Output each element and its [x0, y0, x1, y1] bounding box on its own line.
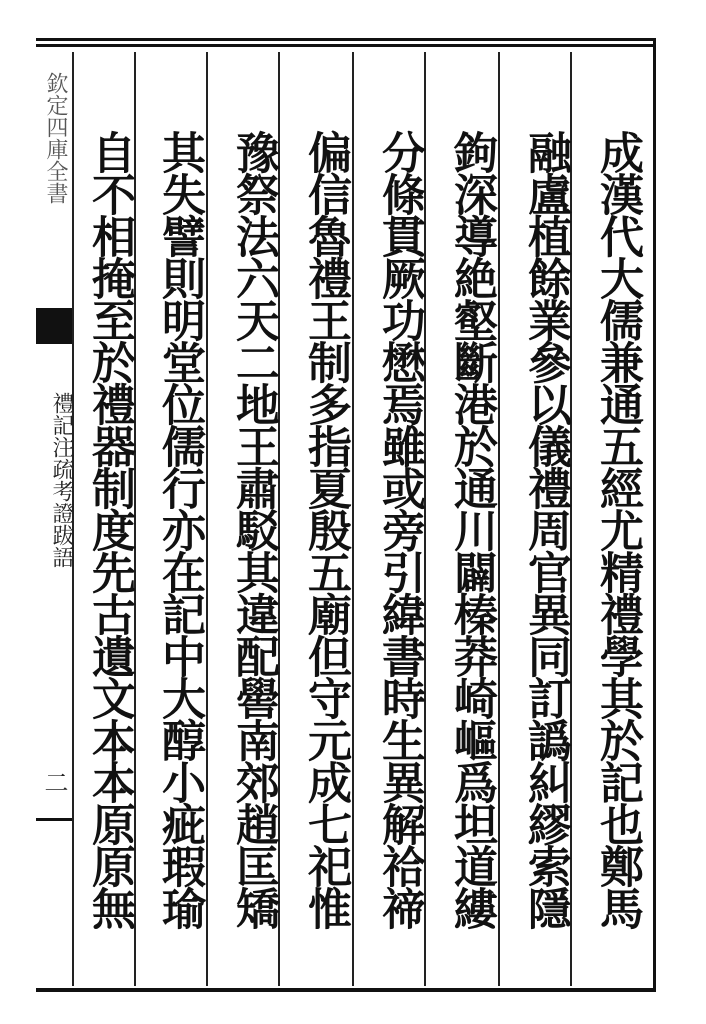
- fish-tail-mark: [36, 308, 72, 344]
- margin-top-fragment: 欽定四庫全書: [43, 72, 68, 204]
- text-column-2: 融盧植餘業參以儀禮周官異同訂譌糾繆索隱: [520, 130, 571, 928]
- margin-book-title: 禮記注疏考證跋語: [49, 392, 74, 568]
- text-column-1: 成漢代大儒兼通五經尤精禮學其於記也鄭馬: [592, 130, 643, 928]
- frame-bottom-rule: [36, 988, 653, 990]
- text-column-7: 其失譬則明堂位儒行亦在記中大醇小疵瑕瑜: [154, 130, 205, 928]
- column-rule: [206, 52, 208, 986]
- text-column-6: 豫祭法六天二地王肅駁其違配嚳南郊趙匡矯: [228, 130, 279, 928]
- text-column-4: 分條貫厥功懋焉雖或旁引緯書時生異解祫禘: [374, 130, 425, 928]
- text-column-5: 偏信魯禮王制多指夏殷五廟但守元成七祀惟: [300, 130, 351, 928]
- column-rule: [352, 52, 354, 986]
- text-column-8: 自不相掩至於禮器制度先古遺文本本原原無: [84, 130, 135, 928]
- margin-page-number: 二: [40, 770, 68, 794]
- margin-bottom-mark: [36, 818, 72, 821]
- text-column-3: 鉤深導絶壑斷港於通川闢榛莽崎嶇爲坦道縷: [446, 130, 497, 928]
- column-rule: [498, 52, 500, 986]
- frame-top-rule: [36, 44, 653, 47]
